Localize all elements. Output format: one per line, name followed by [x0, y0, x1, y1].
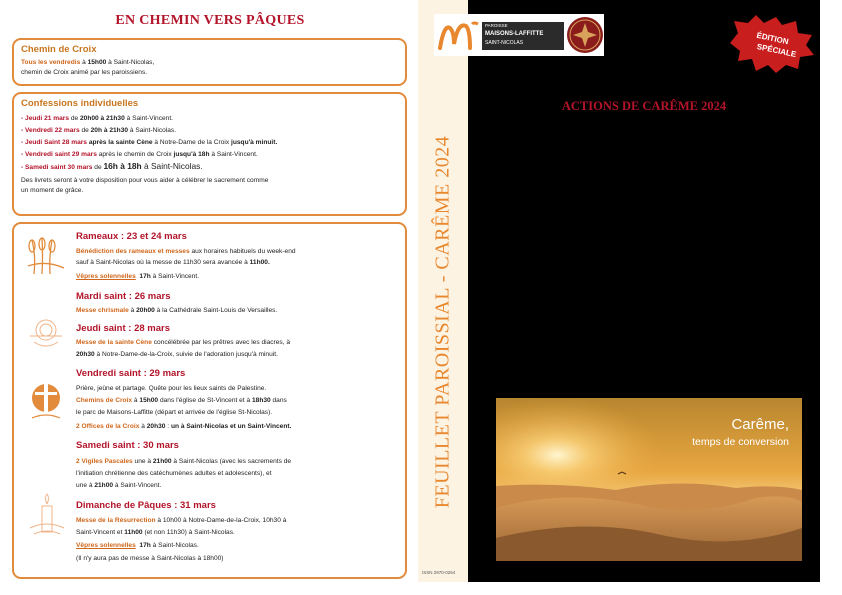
- logo-mark-icon: [436, 18, 482, 54]
- dimanche-line: Vêpres solennelles 17h à Saint-Nicolas.: [76, 542, 199, 549]
- mardi-line: Messe chrismale à 20h00 à la Cathédrale Saint-Louis de Versailles.: [76, 307, 278, 314]
- logo-text-box: [482, 22, 564, 50]
- vendredi-title: Vendredi saint : 29 mars: [76, 368, 186, 379]
- rameaux-line: Vêpres solennelles 17h à Saint-Vincent.: [76, 273, 200, 280]
- actions-title: ACTIONS DE CARÊME 2024: [561, 99, 727, 113]
- samedi-title: Samedi saint : 30 mars: [76, 440, 179, 451]
- candle-icon: [26, 492, 68, 538]
- cover-photo: [496, 398, 802, 561]
- confession-item: - Jeudi Saint 28 mars après la sainte Cène à Notre-Dame de la Croix jusqu'à minuit.: [21, 139, 278, 146]
- photo-title: Carême,: [731, 416, 789, 433]
- spine-title: FEUILLET PAROISSIAL - CARÊME 2024: [431, 135, 454, 509]
- dimanche-line: Saint-Vincent et 11h00 (et non 11h30) à Saint-Nicolas.: [76, 529, 235, 536]
- chalice-icon: [28, 318, 64, 352]
- dimanche-title: Dimanche de Pâques : 31 mars: [76, 500, 216, 511]
- confession-item: - Vendredi 22 mars de 20h à 21h30 à Saint-Nicolas.: [21, 127, 177, 134]
- parish-logo: [434, 14, 604, 56]
- confession-item: - Jeudi 21 mars de 20h00 à 21h30 à Saint-Vincent.: [21, 115, 174, 122]
- logo-text: SAINT-NICOLAS: [485, 40, 524, 46]
- logo-text: MAISONS-LAFFITTE: [485, 31, 544, 37]
- badge-text: ÉDITION: [755, 30, 790, 47]
- section-title: EN CHEMIN VERS PÂQUES: [115, 13, 305, 28]
- vendredi-line: Prière, jeûne et partage. Quête pour les lieux saints de Palestine.: [76, 385, 267, 392]
- vendredi-line: Chemins de Croix à 15h00 dans l'église de St-Vincent et à 18h30 dans: [76, 397, 287, 404]
- confession-note: Des livrets seront à votre disposition pour vous aider à célébrer le sacrement comme: [21, 177, 269, 184]
- samedi-line: une à 21h00 à Saint-Vincent.: [76, 482, 162, 489]
- card-title: Chemin de Croix: [21, 44, 97, 55]
- samedi-line: l'initiation chrétienne des catéchumènes adultes et adolescents), et: [76, 470, 272, 477]
- vendredi-line: 2 Offices de la Croix à 20h30 : un à Saint-Nicolas et un Saint-Vincent.: [76, 423, 292, 430]
- confession-note: un moment de grâce.: [21, 187, 84, 194]
- photo-subtitle: temps de conversion: [692, 436, 789, 448]
- rameaux-line: Bénédiction des rameaux et messes aux horaires habituels du week-end: [76, 248, 296, 255]
- holy-week-card: [12, 222, 407, 579]
- rameaux-title: Rameaux : 23 et 24 mars: [76, 231, 187, 242]
- badge-text: SPÉCIALE: [756, 41, 798, 60]
- logo-text: PAROISSE: [485, 23, 508, 28]
- confession-item: - Vendredi saint 29 mars après le chemin de Croix jusqu'à 18h à Saint-Vincent.: [21, 151, 258, 158]
- cross-seal-icon: [566, 15, 604, 55]
- samedi-line: 2 Vigiles Pascales une à 21h00 à Saint-Nicolas (avec les sacrements de: [76, 458, 292, 465]
- confessions-card: [12, 92, 407, 216]
- vendredi-line: le parc de Maisons-Laffitte (départ et arrivée de l'église St-Nicolas).: [76, 409, 273, 416]
- issn: ISSN 2970-0264: [422, 570, 456, 575]
- chemin-line-1: Tous les vendredis à 15h00 à Saint-Nicolas,: [21, 59, 155, 66]
- jeudi-title: Jeudi saint : 28 mars: [76, 323, 170, 334]
- mardi-title: Mardi saint : 26 mars: [76, 291, 171, 302]
- rameaux-line: sauf à Saint-Nicolas où la messe de 11h30 sera avancée à 11h00.: [76, 259, 270, 266]
- jeudi-line: 20h30 à Notre-Dame-de-la-Croix, suivie de l'adoration jusqu'à minuit.: [76, 351, 278, 358]
- confession-item: - Samedi saint 30 mars de 16h à 18h à Saint-Nicolas.: [21, 161, 203, 171]
- crucifix-icon: [26, 378, 66, 424]
- wheat-icon: [24, 236, 68, 276]
- chemin-de-croix-card: [12, 38, 407, 86]
- dimanche-line: (Il n'y aura pas de messe à Saint-Nicolas à 18h00): [76, 555, 224, 562]
- chemin-line-2: chemin de Croix animé par les paroissiens.: [21, 69, 148, 76]
- special-edition-badge: [724, 13, 820, 75]
- dimanche-line: Messe de la Résurrection à 10h00 à Notre-Dame-de-la-Croix, 10h30 à: [76, 517, 287, 524]
- jeudi-line: Messe de la sainte Cène concélébrée par les prêtres avec les diacres, à: [76, 339, 291, 346]
- card-title: Confessions individuelles: [21, 98, 139, 109]
